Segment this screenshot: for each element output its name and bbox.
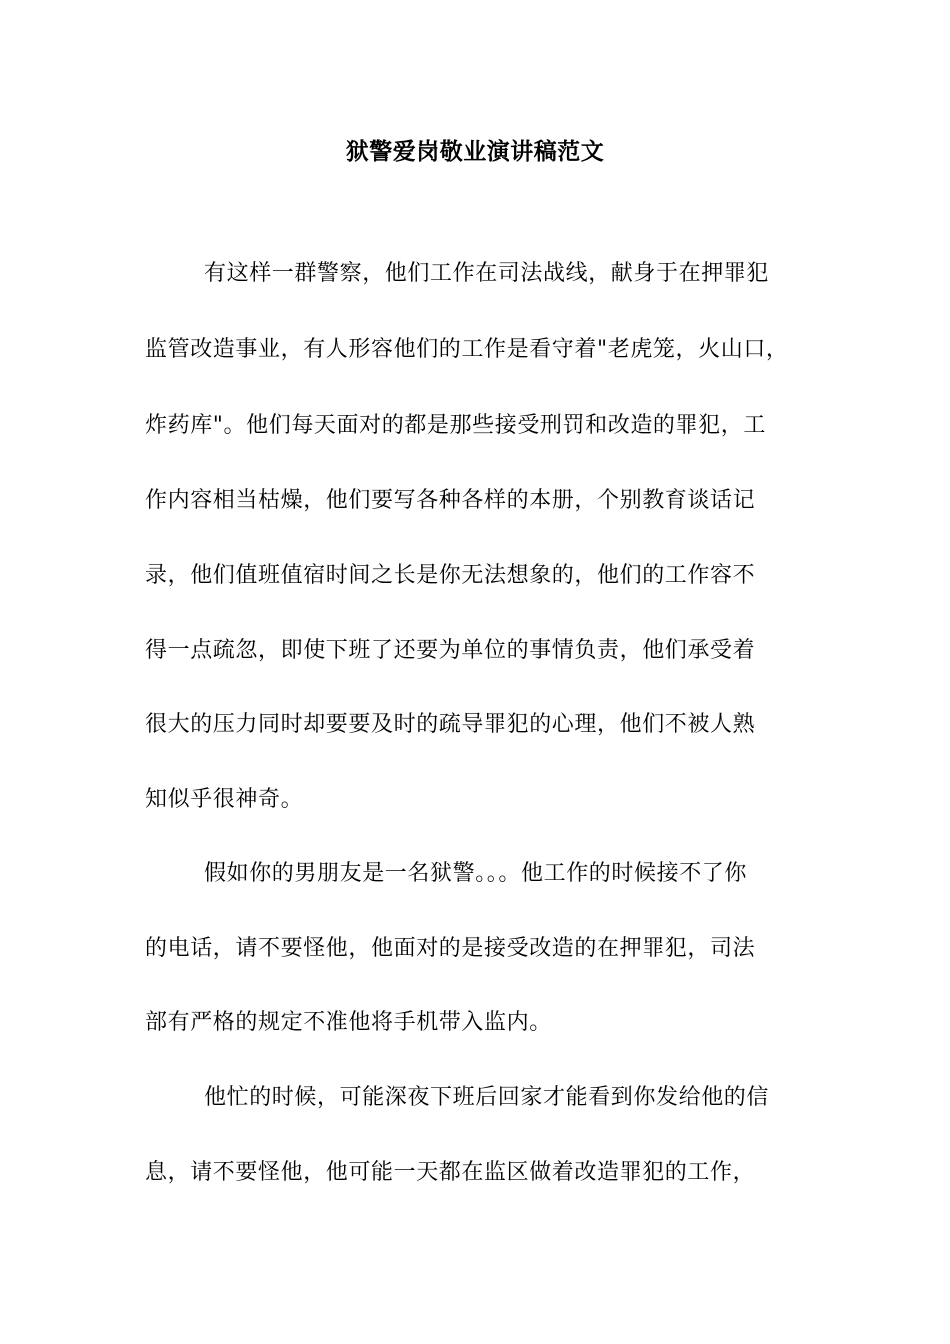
paragraph-line: 部有严格的规定不准他将手机带入监内。 — [145, 1010, 552, 1035]
paragraph-line: 的电话，请不要怪他，他面对的是接受改造的在押罪犯，司法 — [145, 936, 756, 961]
paragraph-line: 很大的压力同时却要要及时的疏导罪犯的心理，他们不被人熟 — [145, 712, 756, 737]
paragraph-line: 作内容相当枯燥，他们要写各种各样的本册，个别教育谈话记 — [145, 488, 756, 513]
paragraph-line: 监管改造事业，有人形容他们的工作是看守着"老虎笼，火山口， — [145, 337, 789, 362]
paragraph-line: 有这样一群警察，他们工作在司法战线，献身于在押罪犯 — [204, 261, 770, 286]
paragraph-line: 知似乎很神奇。 — [145, 787, 304, 812]
document-title: 狱警爱岗敬业演讲稿范文 — [345, 138, 605, 165]
paragraph-line: 录，他们值班值宿时间之长是你无法想象的，他们的工作容不 — [145, 563, 756, 588]
paragraph-line: 息，请不要怪他，他可能一天都在监区做着改造罪犯的工作， — [145, 1160, 756, 1185]
paragraph-line: 得一点疏忽，即使下班了还要为单位的事情负责，他们承受着 — [145, 638, 756, 663]
paragraph-line: 他忙的时候，可能深夜下班后回家才能看到你发给他的信 — [204, 1085, 770, 1110]
paragraph-line: 假如你的男朋友是一名狱警。。。他工作的时候接不了你 — [204, 861, 748, 886]
paragraph-line: 炸药库"。他们每天面对的都是那些接受刑罚和改造的罪犯，工 — [145, 413, 766, 438]
